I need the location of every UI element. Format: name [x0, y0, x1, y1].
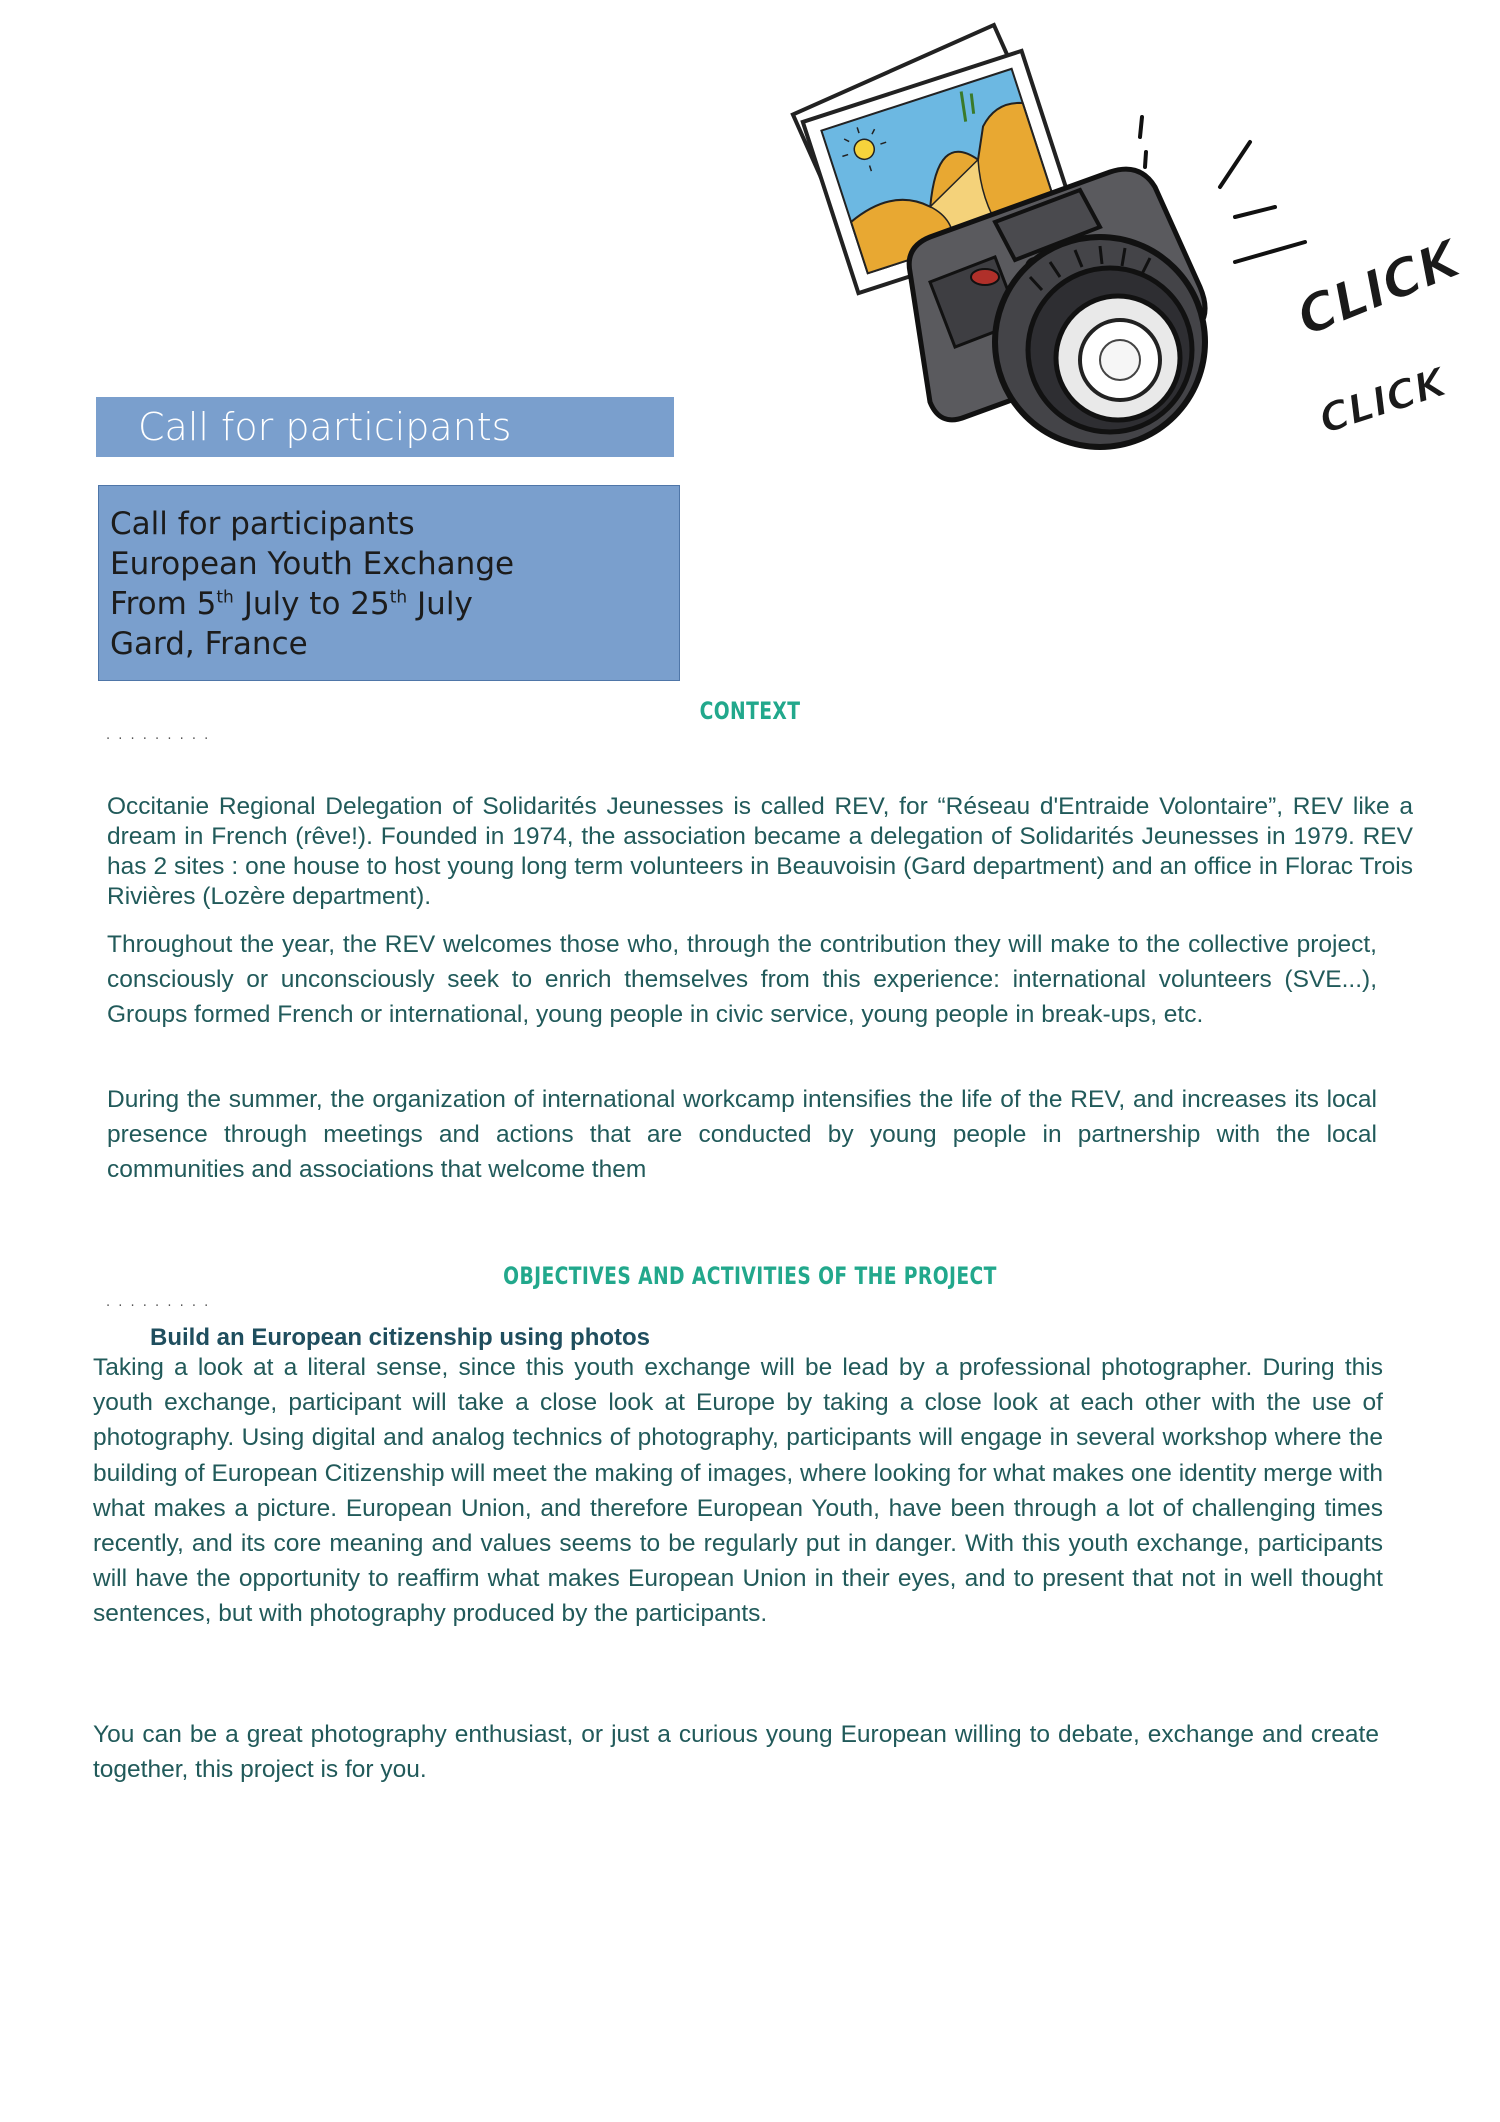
context-paragraph-3: During the summer, the organization of international workcamp intensifies the life of the REV, and increases its local presence through meetings and actions that are conducted by young people in partnership with the local communities and associations that welcome them — [107, 1086, 1377, 1183]
camera-illustration — [780, 22, 1469, 484]
context-paragraph-2: Throughout the year, the REV welcomes those who, through the contribution they will make to the collective project, consciously or unconsciously seek to enrich themselves from this experience: international volunteers (SVE...), Groups formed French or international, young people in civic service, young people in break-ups, etc. — [107, 931, 1377, 1028]
objectives-subheading: Build an European citizenship using photos — [150, 1324, 651, 1351]
date-sup-2: th — [389, 587, 408, 608]
objectives-heading: OBJECTIVES AND ACTIVITIES OF THE PROJECT — [503, 1262, 997, 1290]
info-line-4: Gard, France — [110, 626, 308, 662]
info-line-2: European Youth Exchange — [110, 546, 515, 582]
context-heading: CONTEXT — [699, 697, 801, 725]
date-from: From 5 — [110, 586, 217, 622]
click-text-2: CLICK — [1313, 359, 1452, 444]
page-title: Call for participants — [138, 405, 512, 449]
date-to: July to 25 — [233, 586, 390, 622]
context-paragraph-1: Occitanie Regional Delegation of Solidarités Jeunesses is called REV, for “Réseau d'Entraide Volontaire”, REV like a dream in French (rêve!). Founded in 1974, the association became a delegation of Solidarités Jeunesses in 1979. REV has 2 sites : one house to host young long term volunteers in Beauvoisin (Gard department) and an office in Florac Trois Rivières (Lozère department). — [107, 793, 1413, 910]
date-sup-1: th — [216, 587, 234, 608]
objectives-paragraph-1: Taking a look at a literal sense, since this youth exchange will be lead by a professional photographer. During this youth exchange, participant will take a close look at Europe by taking a close look at each other with the use of photography. Using digital and analog technics of photography, participants will engage in several workshop where the building of European Citizenship will meet the making of images, where looking for what makes one identity merge with what makes a picture. European Union, and therefore European Youth, have been through a lot of challenging times recently, and its core meaning and values seems to be regularly put in danger. With this youth exchange, participants will have the opportunity to reaffirm what makes European Union in their eyes, and to present that not in well thought sentences, but with photography produced by the participants. — [93, 1354, 1383, 1628]
click-text-1: CLICK — [1289, 229, 1469, 349]
info-line-1: Call for participants — [110, 506, 415, 542]
objectives-dots: . . . . . . . . . — [106, 1295, 211, 1310]
info-line-3 — [110, 584, 679, 624]
date-month: July — [407, 586, 473, 622]
objectives-paragraph-2: You can be a great photography enthusiast, or just a curious young European willing to debate, exchange and create together, this project is for you. — [93, 1721, 1379, 1783]
context-dots: . . . . . . . . . — [106, 728, 211, 743]
info-box — [98, 485, 680, 681]
page-title-banner — [96, 397, 674, 457]
